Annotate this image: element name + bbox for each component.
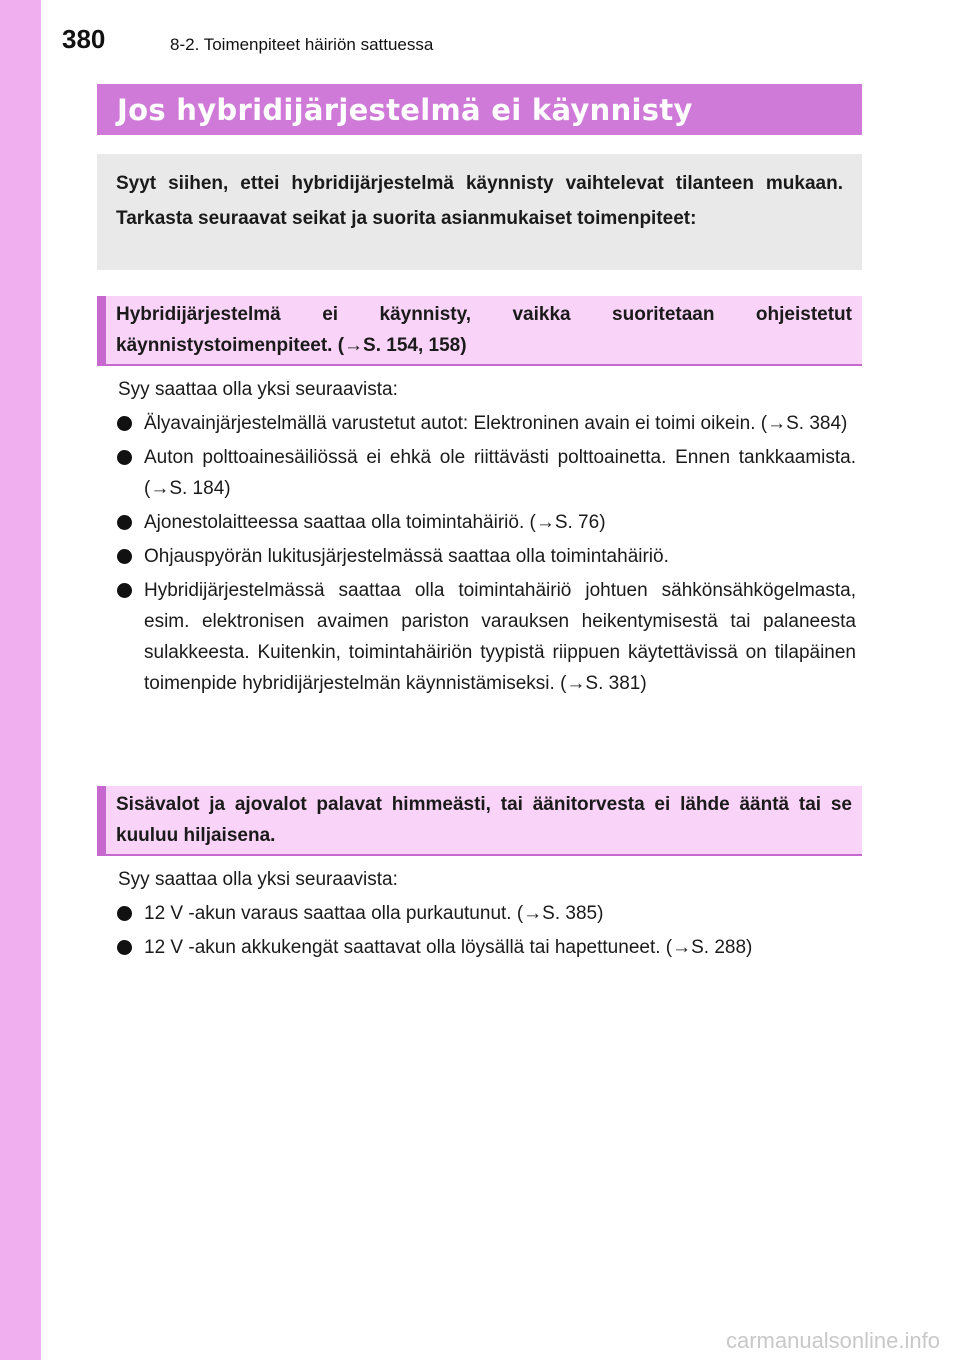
bullet-icon bbox=[117, 549, 132, 564]
list-item-text: Ajonestolaitteessa saattaa olla toimintahäiriö. (→S. 76) bbox=[144, 512, 606, 533]
bullet-icon bbox=[117, 906, 132, 921]
list-item-text: Ohjauspyörän lukitusjärjestelmässä saattaa olla toimintahäiriö. bbox=[144, 546, 669, 567]
lead-text: Syy saattaa olla yksi seuraavista: bbox=[118, 869, 398, 890]
page-title: Jos hybridijärjestelmä ei käynnisty bbox=[117, 92, 693, 127]
bullet-icon bbox=[117, 583, 132, 598]
bullet-list bbox=[118, 898, 856, 963]
lead-text: Syy saattaa olla yksi seuraavista: bbox=[118, 379, 398, 400]
list-item bbox=[118, 541, 856, 572]
section-heading-text: Hybridijärjestelmä ei käynnisty, vaikka suoritetaan ohjeistetut käynnistystoimenpiteet. (→S. 154, 158) bbox=[116, 304, 852, 356]
running-header: 8-2. Toimenpiteet häiriön sattuessa bbox=[170, 35, 434, 54]
list-item bbox=[118, 575, 856, 699]
list-item bbox=[118, 507, 856, 538]
bullet-icon bbox=[117, 416, 132, 431]
title-bar bbox=[97, 84, 862, 135]
list-item-text: Auton polttoainesäiliössä ei ehkä ole riittävästi polttoainetta. Ennen tankkaamista. (→S. 184) bbox=[144, 447, 856, 499]
chapter-tab-strip bbox=[0, 0, 41, 1360]
list-item-text: 12 V -akun varaus saattaa olla purkautunut. (→S. 385) bbox=[144, 903, 604, 924]
bullet-icon bbox=[117, 450, 132, 465]
section-heading-2 bbox=[97, 786, 862, 856]
list-item bbox=[118, 898, 856, 929]
section-heading-1 bbox=[97, 296, 862, 366]
section-body-1 bbox=[118, 374, 856, 699]
page-number: 380 bbox=[62, 24, 106, 54]
section-body-2 bbox=[118, 864, 856, 963]
list-item-text: 12 V -akun akkukengät saattavat olla löysällä tai hapettuneet. (→S. 288) bbox=[144, 937, 753, 958]
bullet-icon bbox=[117, 515, 132, 530]
list-item bbox=[118, 932, 856, 963]
section-heading-text: Sisävalot ja ajovalot palavat himmeästi, tai äänitorvesta ei lähde ääntä tai se kuuluu hiljaisena. bbox=[116, 794, 852, 846]
list-item-text: Hybridijärjestelmässä saattaa olla toimintahäiriö johtuen sähkönsähkögelmasta, esim. elektronisen avaimen pariston varauksen heikentymisestä tai palaneesta sulakkeesta. Kuitenkin, toimintahäiriön tyypistä riippuen käytettävissä on tilapäinen toimenpide hybridijärjestelmän käynnistämiseksi. (→S. 381) bbox=[144, 580, 856, 694]
bullet-list bbox=[118, 408, 856, 699]
watermark: carmanualsonline.info bbox=[725, 1328, 940, 1353]
list-item-text: Älyavainjärjestelmällä varustetut autot: Elektroninen avain ei toimi oikein. (→S. 384) bbox=[144, 413, 848, 434]
bullet-icon bbox=[117, 940, 132, 955]
list-item bbox=[118, 408, 856, 439]
intro-text: Syyt siihen, ettei hybridijärjestelmä käynnisty vaihtelevat tilanteen mukaan. Tarkasta seuraavat seikat ja suorita asianmukaiset toimenpiteet: bbox=[116, 173, 843, 229]
intro-box bbox=[97, 154, 862, 270]
list-item bbox=[118, 442, 856, 504]
